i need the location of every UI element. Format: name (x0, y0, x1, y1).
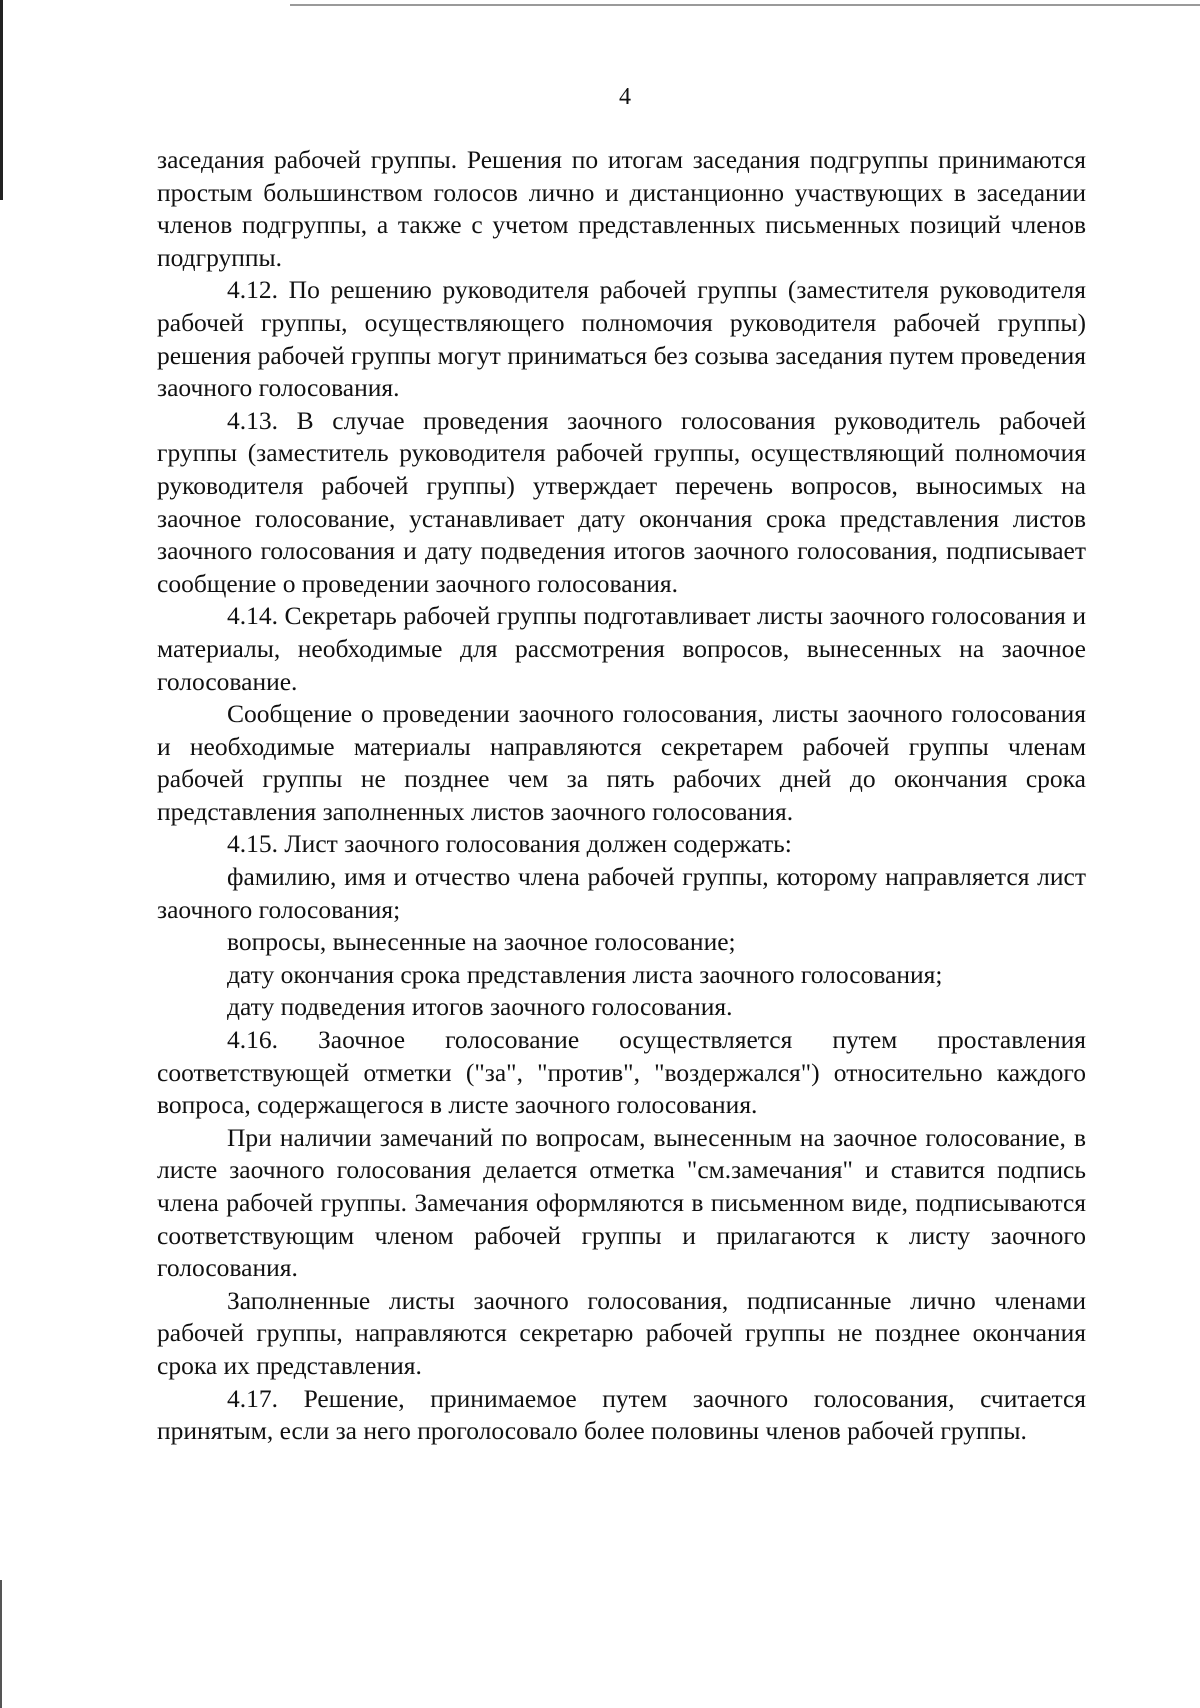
scan-edge-top (290, 4, 1200, 6)
list-item-questions: вопросы, вынесенные на заочное голосование; (227, 927, 736, 957)
list-item-results-date: дату подведения итогов заочного голосования. (227, 992, 733, 1022)
paragraph-4-14: 4.14. Секретарь рабочей группы подготавливает листы заочного голосования и материалы, необходимые для рассмотрения вопросов, вынесенных на заочное голосование. (157, 601, 1086, 696)
page-number: 4 (619, 84, 631, 110)
paragraph-continuation: заседания рабочей группы. Решения по итогам заседания подгруппы принимаются простым большинством голосов лично и дистанционно участвующих в заседании членов подгруппы, а также с учетом представленных письменных позиций членов подгруппы. (157, 145, 1086, 272)
paragraph-remarks: При наличии замечаний по вопросам, вынесенным на заочное голосование, в листе заочного голосования делается отметка "см.замечания" и ставится подпись члена рабочей группы. Замечания оформляются в письменном виде, подписываются соответствующим членом рабочей группы и прилагаются к листу заочного голосования. (157, 1122, 1086, 1283)
paragraph-4-12: 4.12. По решению руководителя рабочей группы (заместителя руководителя рабочей группы, осуществляющего полномочия руководителя рабочей группы) решения рабочей группы могут приниматься без созыва заседания путем проведения заочного голосования. (157, 275, 1086, 403)
list-item-name: фамилию, имя и отчество члена рабочей группы, которому направляется лист заочного голосования; (157, 862, 1086, 924)
paragraph-4-15: 4.15. Лист заочного голосования должен содержать: (227, 829, 792, 859)
paragraph-completed-sheets: Заполненные листы заочного голосования, подписанные лично членами рабочей группы, направляются секретарю рабочей группы не позднее окончания срока их представления. (157, 1285, 1086, 1380)
list-item-deadline: дату окончания срока представления листа заочного голосования; (227, 959, 943, 989)
paragraph-4-16: 4.16. Заочное голосование осуществляется путем проставления соответствующей отметки ("за", "против", "воздержался") относительно каждого вопроса, содержащегося в листе заочного голосования. (157, 1025, 1086, 1120)
paragraph-notice: Сообщение о проведении заочного голосования, листы заочного голосования и необходимые материалы направляются секретарем рабочей группы членам рабочей группы не позднее чем за пять рабочих дней до окончания срока представления заполненных листов заочного голосования. (157, 699, 1086, 826)
paragraph-4-17: 4.17. Решение, принимаемое путем заочного голосования, считается принятым, если за него проголосовало более половины членов рабочей группы. (157, 1383, 1086, 1446)
scan-edge-left-low (0, 1580, 2, 1708)
paragraph-4-13: 4.13. В случае проведения заочного голосования руководитель рабочей группы (заместитель руководителя рабочей группы, осуществляющий полномочия руководителя рабочей группы) утверждает перечень вопросов, выносимых на заочное голосование, устанавливает дату окончания срока представления листов заочного голосования и дату подведения итогов заочного голосования, подписывает сообщение о проведении заочного голосования. (157, 405, 1086, 598)
document-body (157, 144, 1086, 1448)
